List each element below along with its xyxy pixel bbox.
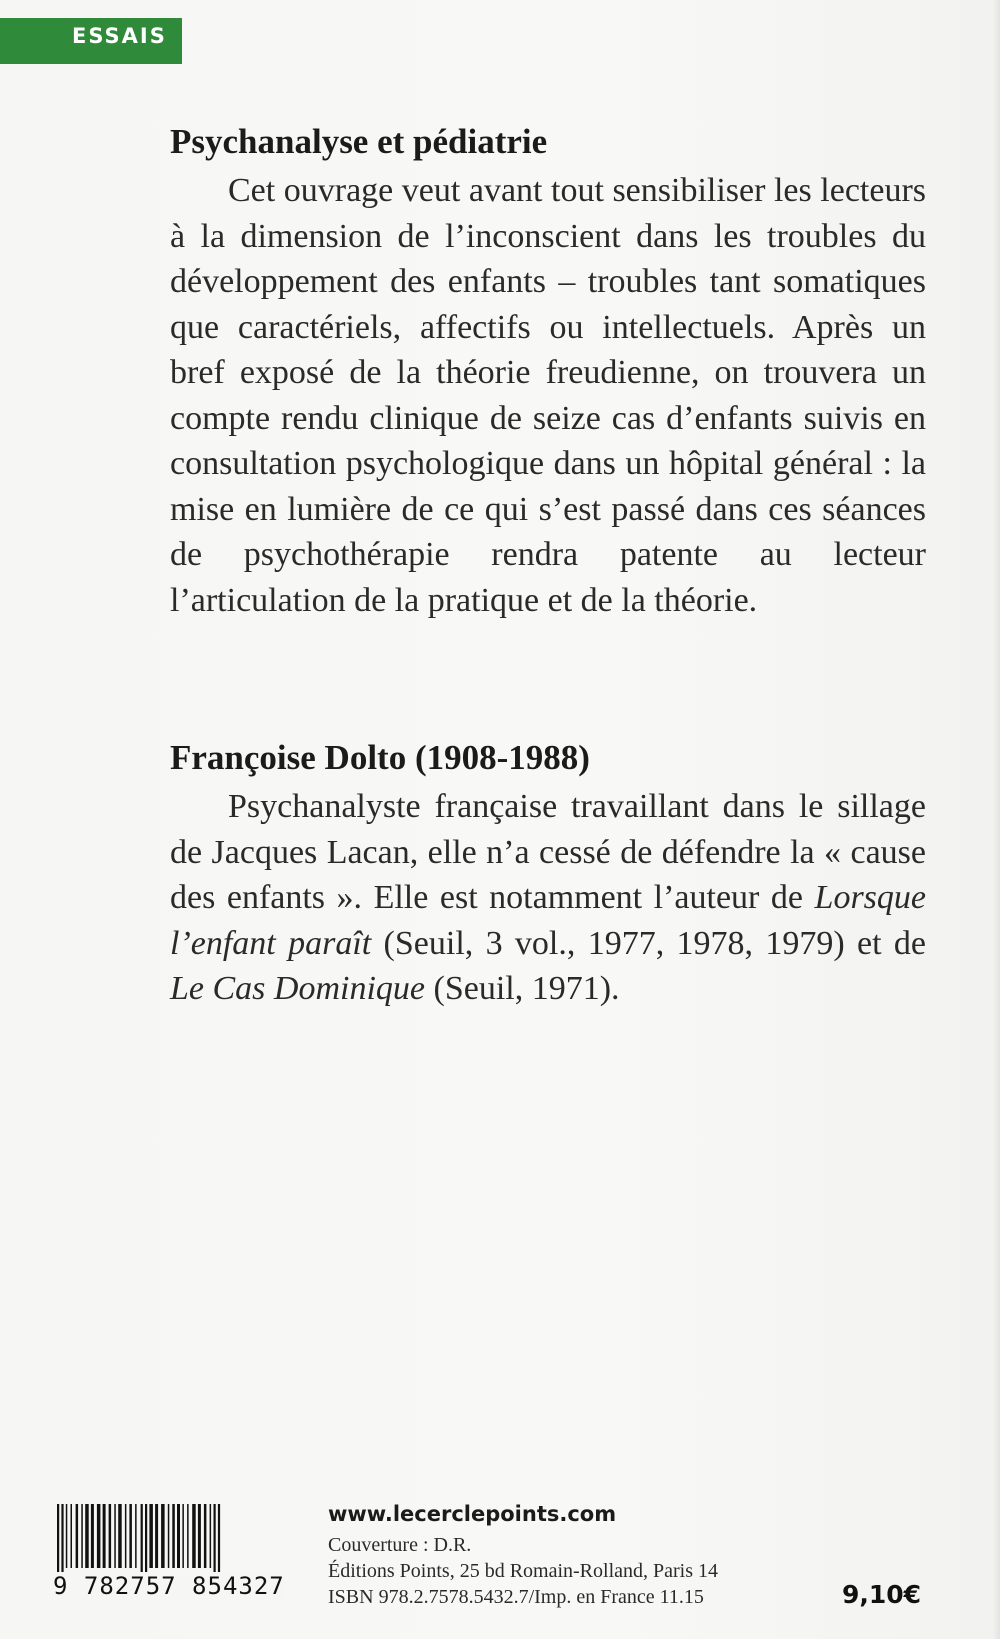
cover-credit: Couverture : D.R. [328, 1534, 472, 1556]
barcode-bar [149, 1504, 153, 1568]
collection-label: ESSAIS [72, 24, 167, 48]
barcode-bar [192, 1504, 196, 1568]
barcode-bar [198, 1504, 201, 1568]
barcode-bar [214, 1504, 216, 1576]
author-bio [170, 784, 926, 1012]
barcode-bar [187, 1504, 189, 1568]
barcode-bar [61, 1504, 63, 1576]
price: 9,10€ [842, 1580, 922, 1609]
barcode-digits: 9 782757 854327 [53, 1572, 285, 1600]
barcode-bar [141, 1504, 143, 1576]
barcode-bar [114, 1504, 116, 1568]
barcode-bar [103, 1504, 106, 1568]
isbn-line: ISBN 978.2.7578.5432.7/Imp. en France 11.15 [328, 1586, 704, 1608]
summary-text: Cet ouvrage veut avant tout sensibiliser les lecteurs à la dimension de l’inconscient dans les troubles du développement des enfants – troubles tant somatiques que caractériels, affectifs ou intellectuels. Après un bref exposé de la théorie freudienne, on trouvera un compte rendu clinique de seize cas d’enfants suivis en consultation psychologique dans un hôpital général : la mise en lumière de ce qui s’est passé dans ces séances de psychothérapie rendra patente au lecteur l’articulation de la pratique et de la théorie. [170, 172, 926, 619]
barcode-bar [57, 1504, 59, 1576]
book-title-1: Lorsque l’enfant paraît [170, 879, 926, 962]
barcode-bar [97, 1504, 101, 1568]
author-bio-part-2: (Seuil, 3 vol., 1977, 1978, 1979) et de [371, 924, 926, 962]
barcode-bar [135, 1504, 137, 1568]
author-heading: Françoise Dolto (1908-1988) [170, 738, 590, 777]
barcode-bar [218, 1504, 220, 1576]
barcode-bar [204, 1504, 207, 1568]
author-bio-part-1: Psychanalyste française travaillant dans le sillage de Jacques Lacan, elle n’a cessé de défendre la « cause des enfants ». Elle est notamment l’auteur de [170, 788, 926, 916]
barcode-bar [118, 1504, 122, 1568]
barcode-bar [71, 1504, 73, 1568]
summary-heading: Psychanalyse et pédiatrie [170, 122, 548, 161]
barcode-bar [145, 1504, 147, 1576]
barcode-bar [172, 1504, 175, 1568]
cover-edge-shadow [992, 0, 1000, 1639]
barcode-bar [129, 1504, 132, 1568]
summary-section [170, 120, 926, 623]
barcode-bars [53, 1504, 306, 1576]
publisher-website: www.lecerclepoints.com [328, 1502, 617, 1526]
barcode-bar [182, 1504, 184, 1568]
barcode-bar [168, 1504, 170, 1568]
barcode-bar [210, 1504, 212, 1568]
author-section [170, 736, 926, 1012]
publisher-address: Éditions Points, 25 bd Romain-Rolland, Paris 14 [328, 1560, 719, 1582]
author-bio-part-3: (Seuil, 1971). [425, 970, 620, 1007]
barcode-bar [81, 1504, 83, 1568]
barcode-bar [125, 1504, 127, 1568]
barcode-bar [161, 1504, 165, 1568]
barcode-bar [85, 1504, 89, 1568]
barcode-bar [91, 1504, 94, 1568]
barcode-bar [109, 1504, 112, 1568]
imprint-block [328, 1500, 848, 1610]
barcode-bar [76, 1504, 79, 1568]
book-title-2: Le Cas Dominique [170, 970, 425, 1007]
barcode-bar [66, 1504, 68, 1568]
barcode-bar [155, 1504, 158, 1568]
barcode-bar [177, 1504, 180, 1568]
